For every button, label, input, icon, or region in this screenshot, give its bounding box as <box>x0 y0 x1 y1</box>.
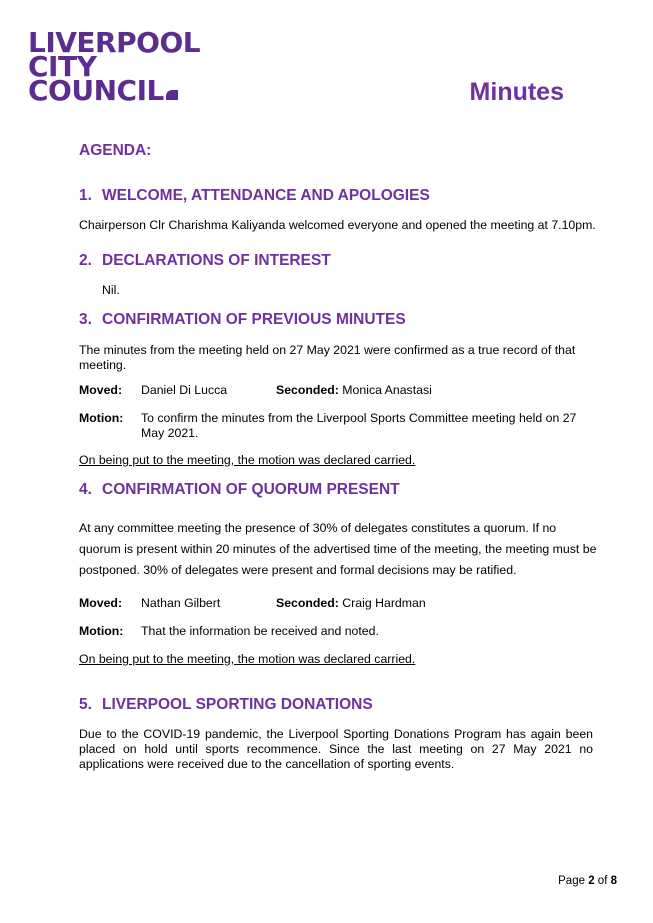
moved-label: Moved: <box>79 383 123 397</box>
section-4-motion-text: That the information be received and noted. <box>141 624 379 638</box>
moved-value: Nathan Gilbert <box>141 596 221 610</box>
logo-line-2: CITY <box>28 50 97 83</box>
section-3-number: 3. <box>79 311 92 328</box>
section-1-number: 1. <box>79 187 92 204</box>
logo-line-1: LIVERPOOL <box>28 26 201 59</box>
section-4-title: CONFIRMATION OF QUORUM PRESENT <box>102 481 400 498</box>
section-1-heading <box>79 187 430 205</box>
section-5-title: LIVERPOOL SPORTING DONATIONS <box>102 696 373 713</box>
page-number <box>558 875 617 887</box>
section-3-motion-text: To confirm the minutes from the Liverpool Sports Committee meeting held on 27 May 2021. <box>141 411 577 440</box>
section-4-number: 4. <box>79 481 92 498</box>
section-4-heading <box>79 481 400 499</box>
section-3-text: The minutes from the meeting held on 27 May 2021 were confirmed as a true record of that meeting. <box>79 343 576 372</box>
agenda-heading: AGENDA: <box>79 142 152 159</box>
section-3-heading <box>79 311 406 329</box>
section-4-result: On being put to the meeting, the motion was declared carried. <box>79 652 416 666</box>
section-5-text: Due to the COVID-19 pandemic, the Liverpool Sporting Donations Program has again been placed on hold until sports recommence. Since the last meeting on 27 May 2021 no applications were received due to the cancellation of sporting events. <box>79 727 593 771</box>
section-4-text: At any committee meeting the presence of 30% of delegates constitutes a quorum. If no quorum is present within 20 minutes of the advertised time of the meeting, the meeting must be postponed. 30% of delegates were present and formal decisions may be ratified. <box>79 521 597 577</box>
page-title: Minutes <box>469 78 564 106</box>
logo-mark-icon <box>166 90 178 100</box>
section-1-text: Chairperson Clr Charishma Kaliyanda welcomed everyone and opened the meeting at 7.10pm. <box>79 218 596 232</box>
section-4-motion-row <box>79 624 379 638</box>
council-logo <box>28 26 201 107</box>
page-of: of <box>597 875 608 887</box>
section-3-result: On being put to the meeting, the motion was declared carried. <box>79 453 416 467</box>
page-current: 2 <box>588 875 595 887</box>
logo-line-3-text: COUNCIL <box>28 74 164 107</box>
motion-label: Motion: <box>79 411 124 425</box>
logo-line-3 <box>28 74 200 107</box>
section-4-moved-row <box>79 596 426 610</box>
seconded-label: Seconded: <box>276 596 339 610</box>
page-prefix: Page <box>558 875 585 887</box>
seconded-value: Craig Hardman <box>342 596 426 610</box>
section-3-title: CONFIRMATION OF PREVIOUS MINUTES <box>102 311 406 328</box>
seconded-value: Monica Anastasi <box>342 383 432 397</box>
section-2-title: DECLARATIONS OF INTEREST <box>102 252 331 269</box>
motion-label: Motion: <box>79 624 124 638</box>
moved-value: Daniel Di Lucca <box>141 383 228 397</box>
section-2-number: 2. <box>79 252 92 269</box>
section-2-text: Nil. <box>102 283 120 297</box>
section-3-moved-row <box>79 383 432 397</box>
section-2-heading <box>79 252 331 270</box>
section-5-heading <box>79 696 373 714</box>
section-5-number: 5. <box>79 696 92 713</box>
section-1-title: WELCOME, ATTENDANCE AND APOLOGIES <box>102 187 430 204</box>
moved-label: Moved: <box>79 596 123 610</box>
seconded-label: Seconded: <box>276 383 339 397</box>
page-total: 8 <box>610 875 617 887</box>
